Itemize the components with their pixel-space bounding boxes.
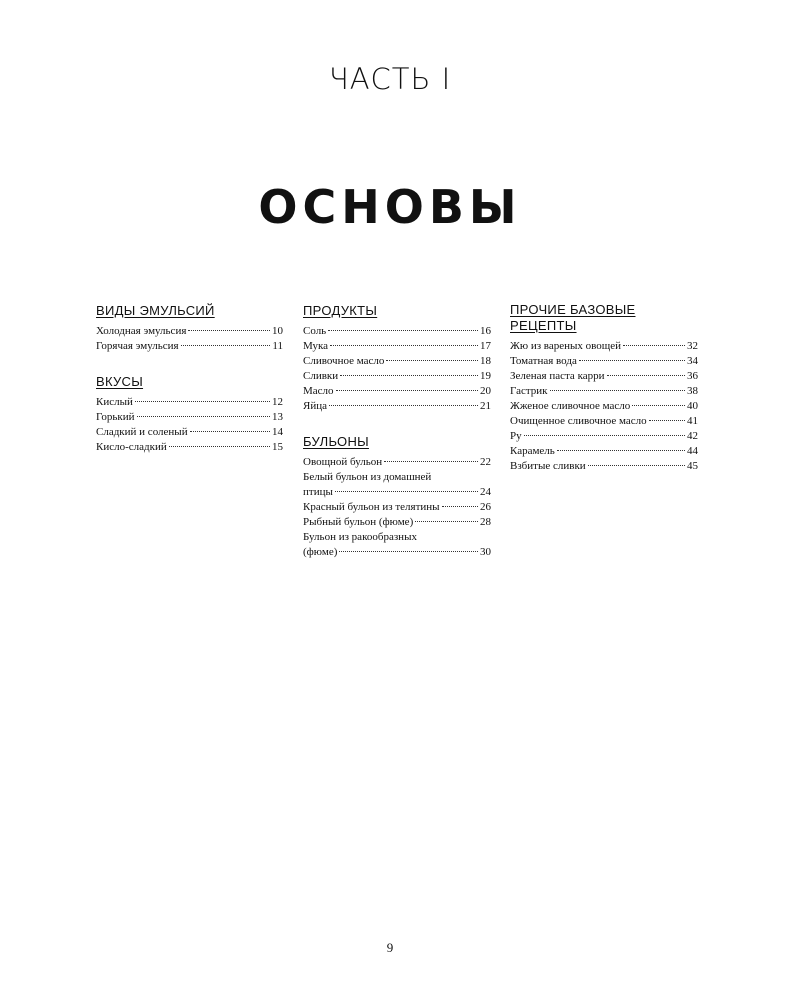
- toc-entry-page: 45: [687, 460, 698, 472]
- dot-leader: [330, 345, 478, 346]
- toc-entry-page: 32: [687, 340, 698, 352]
- dot-leader: [169, 446, 270, 447]
- dot-leader: [632, 405, 685, 406]
- toc-entry: [96, 410, 283, 425]
- toc-entry: [510, 459, 698, 474]
- toc-entry: [510, 369, 698, 384]
- toc-entry-label: Овощной бульон: [303, 456, 383, 468]
- toc-entry-page: 18: [480, 355, 491, 367]
- toc-entry: [510, 444, 698, 459]
- toc-entry-label: Масло: [303, 385, 334, 397]
- dot-leader: [329, 405, 478, 406]
- toc-group: [96, 302, 283, 354]
- toc-entry-label: Карамель: [510, 445, 555, 457]
- toc-entry: [510, 354, 698, 369]
- dot-leader: [339, 551, 478, 552]
- toc-entry-label: Томатная вода: [510, 355, 577, 367]
- toc-group-title: ПРОЧИЕ БАЗОВЫЕ РЕЦЕПТЫ: [510, 302, 636, 333]
- dot-leader: [336, 390, 478, 391]
- toc-entry-label: Соль: [303, 325, 327, 337]
- dot-leader: [340, 375, 478, 376]
- toc-entry: [96, 395, 283, 410]
- toc-column-3: [510, 302, 698, 493]
- toc-entry-label: Горький: [96, 411, 135, 423]
- toc-group: [510, 302, 698, 474]
- toc-entry: [303, 399, 491, 414]
- toc-entry-page: 28: [480, 516, 491, 528]
- toc-entry: [303, 455, 491, 470]
- toc-entry-page: 44: [687, 445, 698, 457]
- toc-entry-page: 40: [687, 400, 698, 412]
- toc-entry-label: Кислый: [96, 396, 133, 408]
- toc-entry-label: Сладкий и соленый: [96, 426, 188, 438]
- toc-entry-page: 24: [480, 486, 491, 498]
- toc-group-title: БУЛЬОНЫ: [303, 434, 369, 449]
- toc-entry: [510, 429, 698, 444]
- toc-entry-page: 36: [687, 370, 698, 382]
- toc-entry-label: Горячая эмульсия: [96, 340, 179, 352]
- page-number: 9: [386, 940, 394, 955]
- toc-entry-label: Рыбный бульон (фюме): [303, 516, 414, 528]
- toc-entry: [510, 384, 698, 399]
- toc-group-title: ВКУСЫ: [96, 374, 144, 389]
- section-title: ОСНОВЫ: [258, 180, 522, 234]
- dot-leader: [181, 345, 271, 346]
- toc-group-title: ПРОДУКТЫ: [303, 303, 378, 318]
- toc-group-title: ВИДЫ ЭМУЛЬСИЙ: [96, 303, 215, 318]
- toc-entry-page: 16: [480, 325, 491, 337]
- toc-entry-label: Жю из вареных овощей: [510, 340, 622, 352]
- toc-entry-label: Жженое сливочное масло: [510, 400, 631, 412]
- toc-entry: [303, 369, 491, 384]
- toc-entry-page: 22: [480, 456, 491, 468]
- dot-leader: [190, 431, 270, 432]
- toc-entry: [303, 384, 491, 399]
- dot-leader: [550, 390, 685, 391]
- toc-entry: [303, 515, 491, 530]
- toc-group: [303, 302, 491, 414]
- toc-entry: [96, 324, 283, 339]
- toc-entry-page: 13: [272, 411, 283, 423]
- toc-entry: [510, 399, 698, 414]
- toc-entry-label: Гастрик: [510, 385, 548, 397]
- toc-entry-page: 14: [272, 426, 283, 438]
- dot-leader: [328, 330, 478, 331]
- part-label: ЧАСТЬ I: [328, 62, 452, 96]
- toc-group: [303, 433, 491, 560]
- toc-entry-label: Взбитые сливки: [510, 460, 586, 472]
- toc-entry-page: 30: [480, 546, 491, 558]
- dot-leader: [137, 416, 270, 417]
- dot-leader: [649, 420, 685, 421]
- toc-entry-label: Зеленая паста карри: [510, 370, 605, 382]
- toc-entry-label: Бульон из ракообразных: [303, 531, 417, 543]
- toc-entry: [303, 470, 491, 500]
- toc-column-1: [96, 302, 283, 474]
- toc-entry: [303, 500, 491, 515]
- toc-entry-page: 42: [687, 430, 698, 442]
- toc-entry: [303, 354, 491, 369]
- toc-entry-page: 34: [687, 355, 698, 367]
- toc-column-2: [303, 302, 491, 579]
- toc-entry-page: 41: [687, 415, 698, 427]
- toc-entry: [96, 339, 283, 354]
- toc-entry-page: 10: [272, 325, 283, 337]
- toc-entry-page: 17: [480, 340, 491, 352]
- toc-entry-page: 38: [687, 385, 698, 397]
- toc-entry-label: Сливочное масло: [303, 355, 385, 367]
- toc-entry-page: 15: [272, 441, 283, 453]
- toc-entry: [510, 414, 698, 429]
- dot-leader: [557, 450, 685, 451]
- toc-entry: [303, 339, 491, 354]
- toc-entry-page: 21: [480, 400, 491, 412]
- toc-entry-label: Сливки: [303, 370, 339, 382]
- toc-entry: [303, 324, 491, 339]
- dot-leader: [588, 465, 685, 466]
- dot-leader: [415, 521, 478, 522]
- toc-entry-label-cont: (фюме): [303, 546, 338, 558]
- toc-entry-label-cont: птицы: [303, 486, 333, 498]
- toc-entry-label: Яйца: [303, 400, 327, 412]
- toc-entry-label: Ру: [510, 430, 522, 442]
- toc-entry: [96, 440, 283, 455]
- toc-entry-label: Кисло-сладкий: [96, 441, 167, 453]
- toc-entry-label: Холодная эмульсия: [96, 325, 187, 337]
- dot-leader: [442, 506, 478, 507]
- toc-entry-page: 11: [272, 340, 283, 352]
- toc-entry-page: 12: [272, 396, 283, 408]
- dot-leader: [623, 345, 685, 346]
- toc-entry-page: 26: [480, 501, 491, 513]
- toc-entry-label: Очищенное сливочное масло: [510, 415, 647, 427]
- toc-entry: [510, 339, 698, 354]
- dot-leader: [524, 435, 685, 436]
- dot-leader: [386, 360, 478, 361]
- toc-entry: [303, 530, 491, 560]
- toc-entry-page: 20: [480, 385, 491, 397]
- dot-leader: [188, 330, 270, 331]
- dot-leader: [384, 461, 478, 462]
- toc-entry-page: 19: [480, 370, 491, 382]
- dot-leader: [607, 375, 685, 376]
- dot-leader: [579, 360, 685, 361]
- toc-entry-label: Мука: [303, 340, 329, 352]
- toc-entry: [96, 425, 283, 440]
- dot-leader: [335, 491, 478, 492]
- toc-group: [96, 373, 283, 455]
- toc-entry-label: Белый бульон из домашней: [303, 471, 432, 483]
- toc-entry-label: Красный бульон из телятины: [303, 501, 440, 513]
- dot-leader: [135, 401, 270, 402]
